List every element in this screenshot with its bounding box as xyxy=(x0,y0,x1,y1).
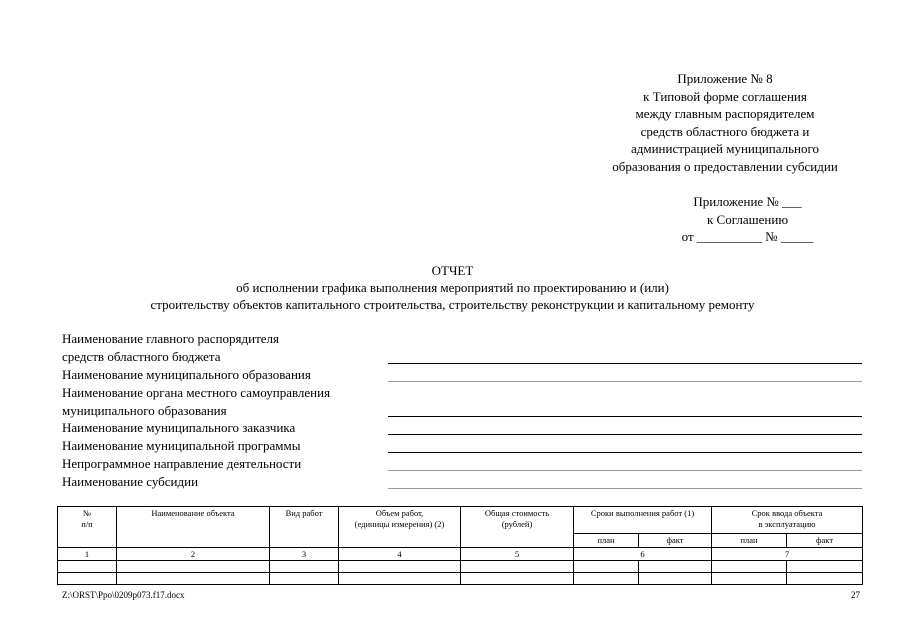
field-label-customer: Наименование муниципального заказчика xyxy=(62,420,296,435)
field-label-program: Наименование муниципальной программы xyxy=(62,438,301,453)
table-cell[interactable] xyxy=(117,573,270,585)
column-number: 6 xyxy=(574,547,712,561)
table-cell[interactable] xyxy=(270,573,339,585)
header-deadlines: Сроки выполнения работ (1) xyxy=(574,507,712,534)
header-fact: факт xyxy=(639,534,712,548)
annex-block xyxy=(585,70,865,176)
table-column-numbers-row xyxy=(58,547,863,561)
header-work-type: Вид работ xyxy=(270,507,339,548)
field-label-chief-manager: Наименование главного распорядителя xyxy=(62,331,279,346)
table-cell[interactable] xyxy=(461,561,574,573)
report-title xyxy=(0,262,905,313)
field-line-nonprogram[interactable] xyxy=(388,470,862,471)
header-num: № п/п xyxy=(58,507,117,548)
column-number: 1 xyxy=(58,547,117,561)
agreement-annex-block xyxy=(660,193,835,246)
footer-file-path: Z:\ORST\Ppo\0209p073.f17.docx xyxy=(62,590,185,600)
table-cell[interactable] xyxy=(339,561,461,573)
header-plan: план xyxy=(574,534,639,548)
report-heading: ОТЧЕТ xyxy=(431,263,474,278)
table-cell[interactable] xyxy=(787,573,863,585)
annex-line: между главным распорядителем xyxy=(635,106,815,122)
field-line-chief-manager[interactable] xyxy=(388,363,862,364)
field-line-customer[interactable] xyxy=(388,434,862,435)
table-cell[interactable] xyxy=(574,573,639,585)
column-number: 3 xyxy=(270,547,339,561)
field-line-local-authority[interactable] xyxy=(388,416,862,417)
header-object: Наименование объекта xyxy=(117,507,270,548)
report-subtitle-line: об исполнении графика выполнения мероприятий по проектированию и (или) xyxy=(236,280,669,295)
table-row xyxy=(58,561,863,573)
annex-line: к Типовой форме соглашения xyxy=(643,88,807,104)
column-number: 2 xyxy=(117,547,270,561)
annex-line: образования о предоставлении субсидии xyxy=(612,158,838,174)
table-cell[interactable] xyxy=(639,573,712,585)
table-cell[interactable] xyxy=(58,573,117,585)
header-fact: факт xyxy=(787,534,863,548)
annex-line: администрацией муниципального xyxy=(630,141,820,157)
table-cell[interactable] xyxy=(639,561,712,573)
field-label-local-authority: Наименование органа местного самоуправления xyxy=(62,385,331,400)
field-label-nonprogram: Непрограммное направление деятельности xyxy=(62,456,302,471)
field-label-subsidy: Наименование субсидии xyxy=(62,474,199,489)
annex-line: Приложение № 8 xyxy=(677,71,773,86)
header-commissioning: Срок ввода объекта в эксплуатацию xyxy=(712,507,863,534)
table-row xyxy=(58,573,863,585)
table-cell[interactable] xyxy=(270,561,339,573)
field-label-local-authority-cont: муниципального образования xyxy=(62,403,227,418)
field-label-regional-budget: средств областного бюджета xyxy=(62,349,221,364)
column-number: 7 xyxy=(712,547,863,561)
table-header-row xyxy=(58,507,863,534)
footer-page-number: 27 xyxy=(851,590,860,600)
table-cell[interactable] xyxy=(339,573,461,585)
column-number: 4 xyxy=(339,547,461,561)
header-plan: план xyxy=(712,534,787,548)
field-label-municipality: Наименование муниципального образования xyxy=(62,367,311,382)
table-cell[interactable] xyxy=(574,561,639,573)
field-line-program[interactable] xyxy=(388,452,862,453)
table-cell[interactable] xyxy=(461,573,574,585)
report-subtitle-line: строительству объектов капитального строительства, строительству реконструкции и капитальному ремонту xyxy=(150,297,755,312)
annex-line: средств областного бюджета и xyxy=(640,123,810,139)
table-cell[interactable] xyxy=(787,561,863,573)
table-cell[interactable] xyxy=(712,573,787,585)
report-table xyxy=(57,506,863,585)
agreement-annex-line: Приложение № ___ xyxy=(693,194,802,209)
agreement-annex-line: к Соглашению xyxy=(706,211,789,227)
field-line-municipality[interactable] xyxy=(388,381,862,382)
table-cell[interactable] xyxy=(58,561,117,573)
header-volume: Объем работ, (единицы измерения) (2) xyxy=(339,507,461,548)
field-line-subsidy[interactable] xyxy=(388,488,862,489)
column-number: 5 xyxy=(461,547,574,561)
table-cell[interactable] xyxy=(117,561,270,573)
agreement-annex-line: от __________ № _____ xyxy=(681,229,814,245)
table-cell[interactable] xyxy=(712,561,787,573)
header-cost: Общая стоимость (рублей) xyxy=(461,507,574,548)
